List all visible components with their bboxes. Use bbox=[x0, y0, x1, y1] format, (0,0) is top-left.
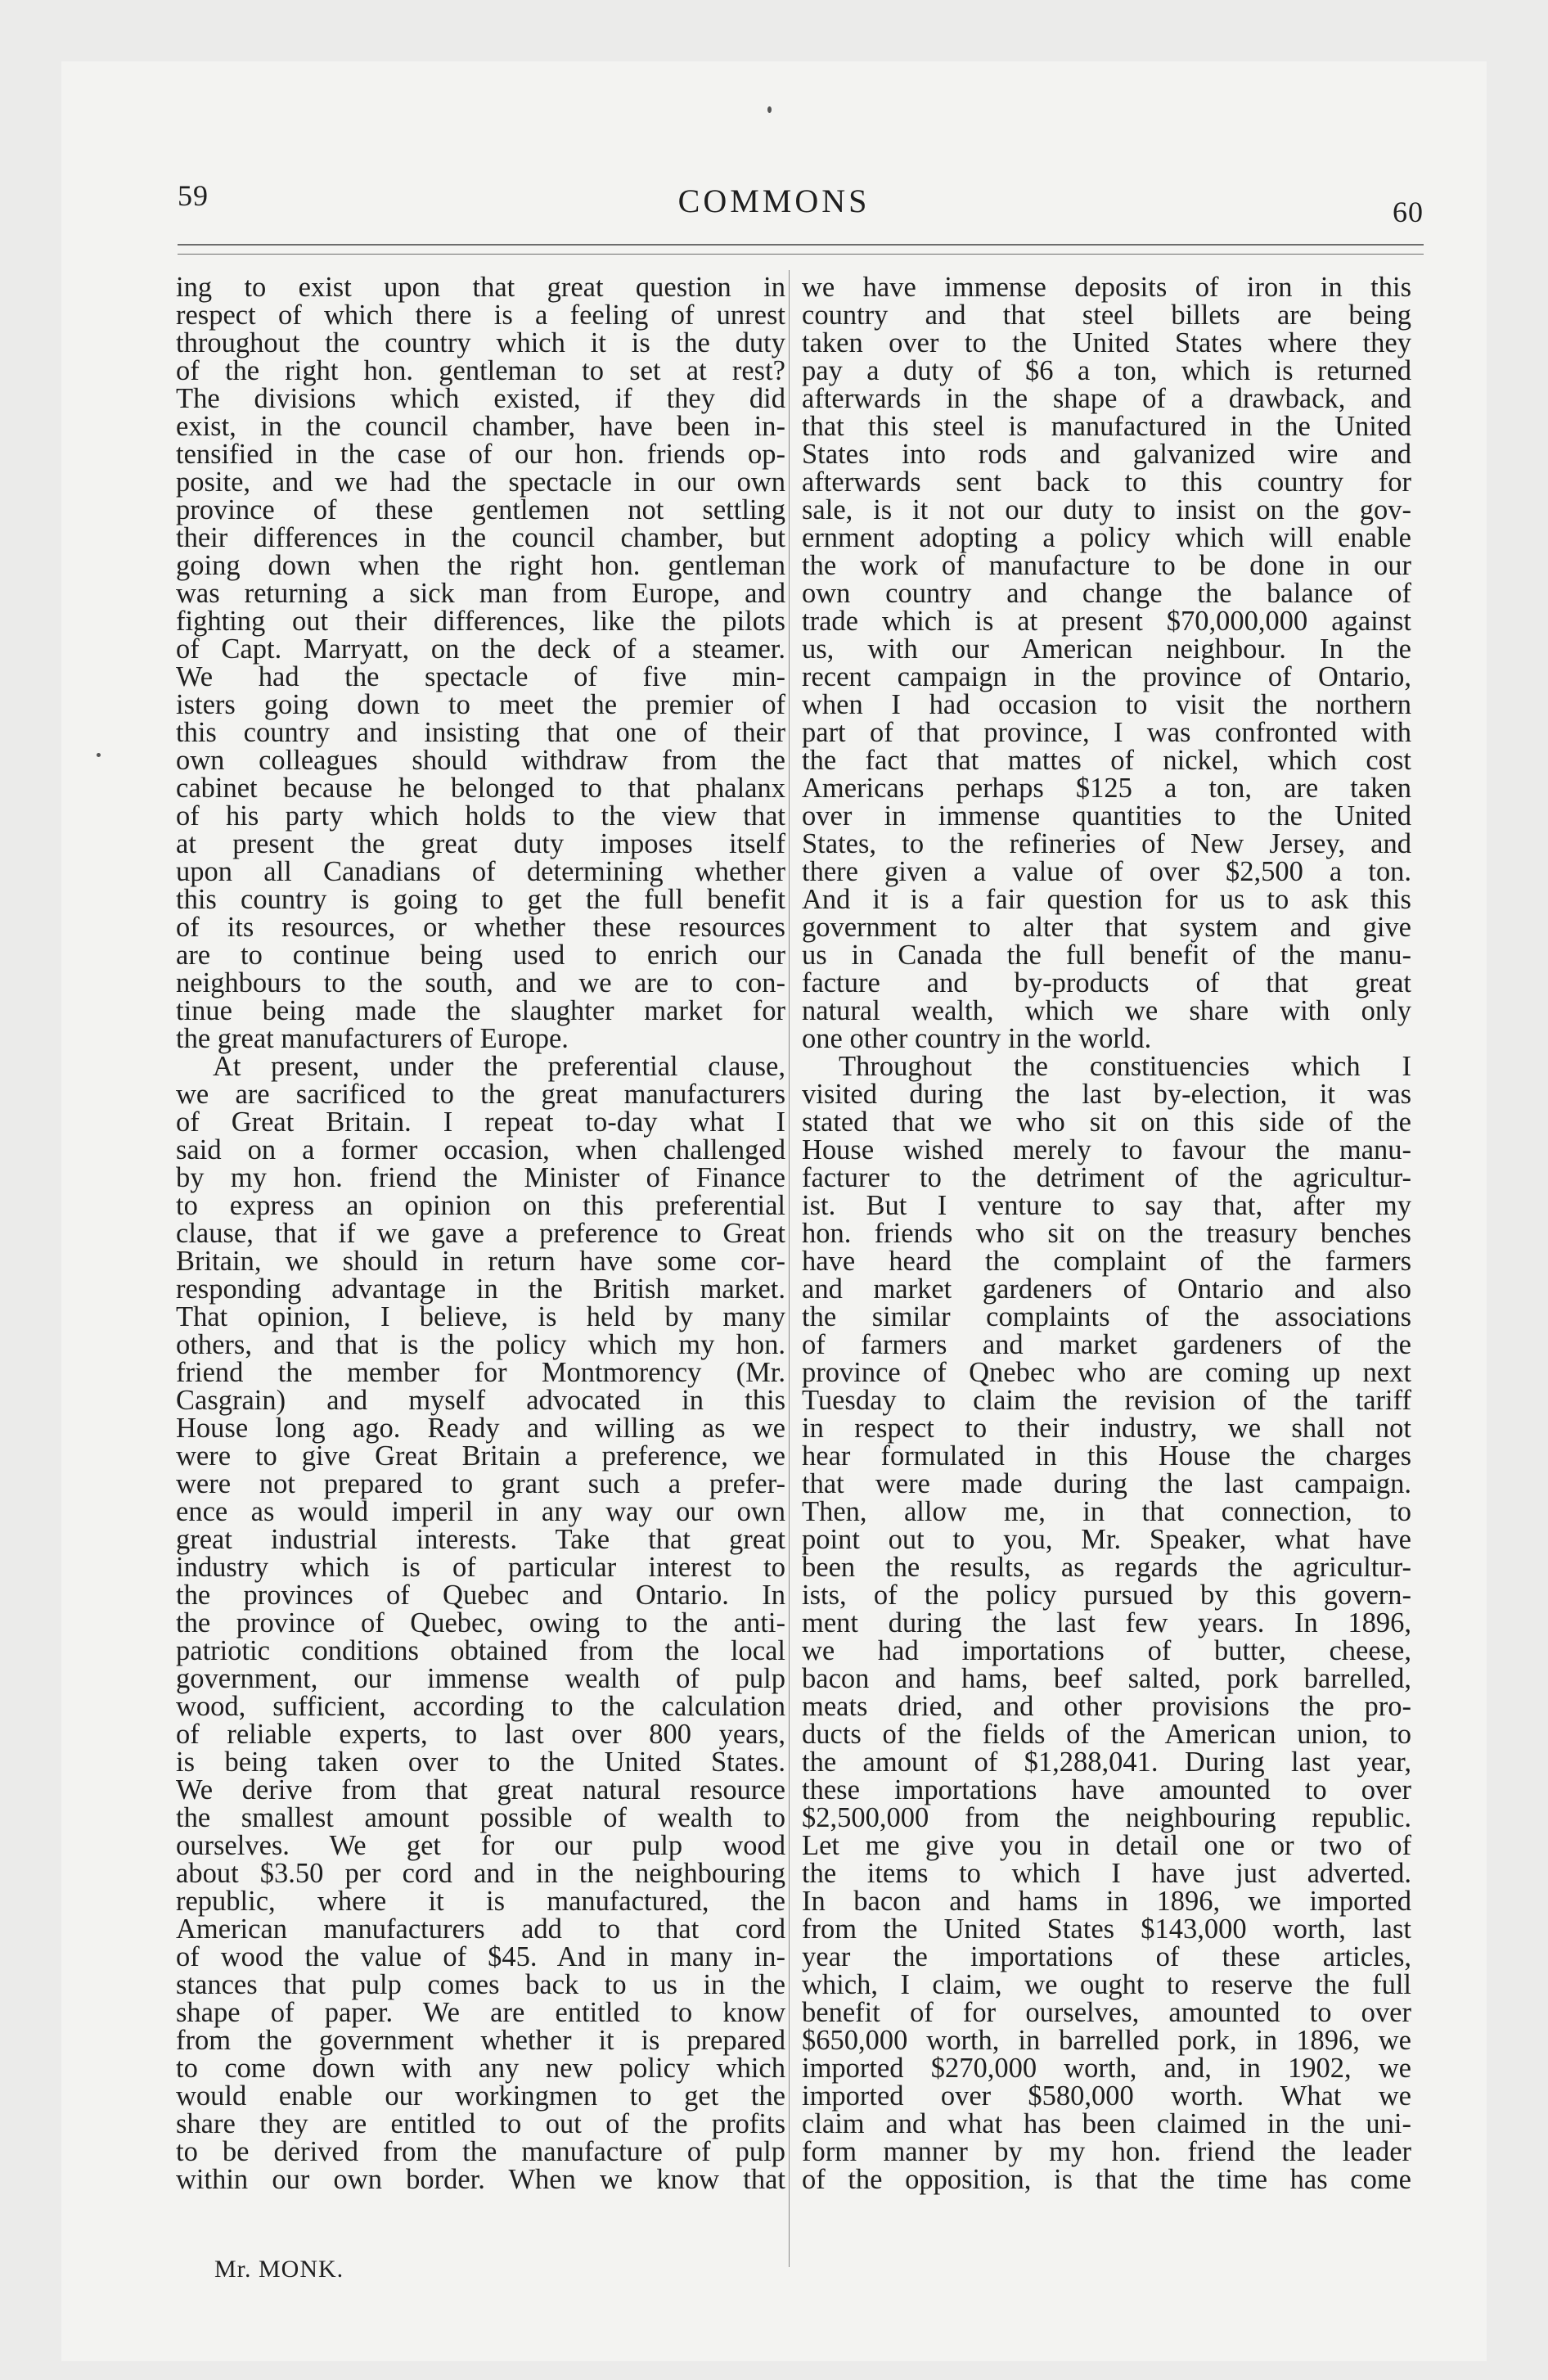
text-line: hear formulated in this House the charges bbox=[802, 1440, 1411, 1472]
text-line: the province of Quebec, owing to the anti- bbox=[176, 1607, 785, 1639]
text-line: House long ago. Ready and willing as we bbox=[176, 1413, 785, 1444]
text-line: States, to the refineries of New Jersey, and bbox=[802, 828, 1411, 859]
text-line: facture and by-products of that great bbox=[802, 967, 1411, 998]
text-line: ourselves. We get for our pulp wood bbox=[176, 1830, 785, 1861]
text-line: American manufacturers add to that cord bbox=[176, 1913, 785, 1945]
text-line: over in immense quantities to the United bbox=[802, 800, 1411, 832]
text-line: taken over to the United States where they bbox=[802, 327, 1411, 358]
text-line: imported $270,000 worth, and, in 1902, we bbox=[802, 2053, 1411, 2084]
text-line: at present the great duty imposes itself bbox=[176, 828, 785, 859]
text-line: ing to exist upon that great question in bbox=[176, 272, 785, 303]
page-header bbox=[0, 0, 1548, 262]
text-line: said on a former occasion, when challenged bbox=[176, 1134, 785, 1165]
text-line: the smallest amount possible of wealth to bbox=[176, 1802, 785, 1833]
text-line: within our own border. When we know that bbox=[176, 2164, 785, 2195]
text-line: own country and change the balance of bbox=[802, 578, 1411, 609]
text-line: in respect to their industry, we shall not bbox=[802, 1413, 1411, 1444]
text-line: of Capt. Marryatt, on the deck of a steamer. bbox=[176, 633, 785, 665]
text-line: government, our immense wealth of pulp bbox=[176, 1663, 785, 1694]
text-line: tensified in the case of our hon. friends op- bbox=[176, 439, 785, 470]
text-line: was returning a sick man from Europe, and bbox=[176, 578, 785, 609]
text-line: province of these gentlemen not settling bbox=[176, 494, 785, 525]
text-line: which, I claim, we ought to reserve the full bbox=[802, 1969, 1411, 2000]
text-line: ducts of the fields of the American union, to bbox=[802, 1719, 1411, 1750]
text-line: meats dried, and other provisions the pro- bbox=[802, 1691, 1411, 1722]
column-divider bbox=[789, 270, 790, 2267]
text-line: of farmers and market gardeners of the bbox=[802, 1329, 1411, 1360]
text-line: wood, sufficient, according to the calculation bbox=[176, 1691, 785, 1722]
text-line: fighting out their differences, like the pilots bbox=[176, 606, 785, 637]
text-line: Tuesday to claim the revision of the tariff bbox=[802, 1385, 1411, 1416]
text-line: to express an opinion on this preferential bbox=[176, 1190, 785, 1221]
text-line: the fact that mattes of nickel, which cost bbox=[802, 745, 1411, 776]
text-line: of reliable experts, to last over 800 years, bbox=[176, 1719, 785, 1750]
text-line: we have immense deposits of iron in this bbox=[802, 272, 1411, 303]
text-line: this country and insisting that one of their bbox=[176, 717, 785, 748]
right-column bbox=[802, 273, 1411, 2193]
text-line: of the right hon. gentleman to set at rest? bbox=[176, 355, 785, 386]
text-line: $2,500,000 from the neighbouring republic. bbox=[802, 1802, 1411, 1833]
text-line: hon. friends who sit on the treasury benches bbox=[802, 1218, 1411, 1249]
text-line: exist, in the council chamber, have been in- bbox=[176, 411, 785, 442]
text-line: of the opposition, is that the time has come bbox=[802, 2164, 1411, 2195]
text-line: one other country in the world. bbox=[802, 1023, 1152, 1054]
text-line: the provinces of Quebec and Ontario. In bbox=[176, 1580, 785, 1611]
text-line: That opinion, I believe, is held by many bbox=[176, 1301, 785, 1332]
text-line: responding advantage in the British market. bbox=[176, 1273, 785, 1305]
text-line: friend the member for Montmorency (Mr. bbox=[176, 1357, 785, 1388]
left-column bbox=[176, 273, 785, 2193]
text-line: We derive from that great natural resource bbox=[176, 1774, 785, 1805]
text-line: of Great Britain. I repeat to-day what I bbox=[176, 1107, 785, 1138]
text-line: Americans perhaps $125 a ton, are taken bbox=[802, 773, 1411, 804]
text-line: Then, allow me, in that connection, to bbox=[802, 1496, 1411, 1527]
running-title: COMMONS bbox=[677, 183, 871, 219]
text-line: tinue being made the slaughter market for bbox=[176, 995, 785, 1026]
print-speck bbox=[767, 106, 772, 113]
text-line: isters going down to meet the premier of bbox=[176, 689, 785, 720]
text-line: respect of which there is a feeling of unrest bbox=[176, 300, 785, 331]
text-line: $650,000 worth, in barrelled pork, in 1896, we bbox=[802, 2025, 1411, 2056]
text-line: when I had occasion to visit the northern bbox=[802, 689, 1411, 720]
text-line: of its resources, or whether these resources bbox=[176, 912, 785, 943]
text-line: province of Qnebec who are coming up next bbox=[802, 1357, 1411, 1388]
text-line: recent campaign in the province of Ontario, bbox=[802, 661, 1411, 692]
text-line: At present, under the preferential clause, bbox=[213, 1051, 785, 1082]
text-line: to be derived from the manufacture of pulp bbox=[176, 2136, 785, 2167]
text-line: share they are entitled to out of the profits bbox=[176, 2108, 785, 2139]
text-line: were to give Great Britain a preference, we bbox=[176, 1440, 785, 1472]
text-line: natural wealth, which we share with only bbox=[802, 995, 1411, 1026]
text-line: patriotic conditions obtained from the local bbox=[176, 1635, 785, 1666]
text-line: republic, where it is manufactured, the bbox=[176, 1886, 785, 1917]
text-line: point out to you, Mr. Speaker, what have bbox=[802, 1524, 1411, 1555]
text-line: shape of paper. We are entitled to know bbox=[176, 1997, 785, 2028]
text-line: these importations have amounted to over bbox=[802, 1774, 1411, 1805]
speaker-footer: Mr. MONK. bbox=[214, 2256, 344, 2283]
text-line: the similar complaints of the associations bbox=[802, 1301, 1411, 1332]
page-number-right: 60 bbox=[1393, 196, 1424, 228]
text-line: the amount of $1,288,041. During last year, bbox=[802, 1747, 1411, 1778]
text-line: In bacon and hams in 1896, we imported bbox=[802, 1886, 1411, 1917]
text-line: we are sacrificed to the great manufacturers bbox=[176, 1079, 785, 1110]
text-line: stated that we who sit on this side of the bbox=[802, 1107, 1411, 1138]
text-line: were not prepared to grant such a prefer- bbox=[176, 1468, 785, 1499]
text-line: there given a value of over $2,500 a ton. bbox=[802, 856, 1411, 887]
text-line: of wood the value of $45. And in many in- bbox=[176, 1941, 785, 1972]
text-line: benefit of for ourselves, amounted to over bbox=[802, 1997, 1411, 2028]
header-rule bbox=[178, 244, 1424, 246]
text-line: country and that steel billets are being bbox=[802, 300, 1411, 331]
text-line: form manner by my hon. friend the leader bbox=[802, 2136, 1411, 2167]
text-line: are to continue being used to enrich our bbox=[176, 940, 785, 971]
page-number-left: 59 bbox=[178, 179, 209, 212]
text-line: going down when the right hon. gentleman bbox=[176, 550, 785, 581]
text-line: from the United States $143,000 worth, last bbox=[802, 1913, 1411, 1945]
text-line: ence as would imperil in any way our own bbox=[176, 1496, 785, 1527]
text-line: that this steel is manufactured in the United bbox=[802, 411, 1411, 442]
text-line: ment during the last few years. In 1896, bbox=[802, 1607, 1411, 1639]
text-line: by my hon. friend the Minister of Finance bbox=[176, 1162, 785, 1193]
text-line: Throughout the constituencies which I bbox=[839, 1051, 1411, 1082]
text-line: ists, of the policy pursued by this govern- bbox=[802, 1580, 1411, 1611]
text-line: The divisions which existed, if they did bbox=[176, 383, 785, 414]
text-line: bacon and hams, beef salted, pork barrelled, bbox=[802, 1663, 1411, 1694]
text-line: industry which is of particular interest to bbox=[176, 1552, 785, 1583]
text-line: neighbours to the south, and we are to con- bbox=[176, 967, 785, 998]
text-line: ist. But I venture to say that, after my bbox=[802, 1190, 1411, 1221]
text-line: claim and what has been claimed in the uni- bbox=[802, 2108, 1411, 2139]
text-line: ernment adopting a policy which will enable bbox=[802, 522, 1411, 553]
text-line: upon all Canadians of determining whether bbox=[176, 856, 785, 887]
text-line: the items to which I have just adverted. bbox=[802, 1858, 1411, 1889]
text-line: have heard the complaint of the farmers bbox=[802, 1246, 1411, 1277]
text-line: trade which is at present $70,000,000 against bbox=[802, 606, 1411, 637]
text-line: great industrial interests. Take that great bbox=[176, 1524, 785, 1555]
text-line: Let me give you in detail one or two of bbox=[802, 1830, 1411, 1861]
text-line: government to alter that system and give bbox=[802, 912, 1411, 943]
text-line: Casgrain) and myself advocated in this bbox=[176, 1385, 785, 1416]
text-line: to come down with any new policy which bbox=[176, 2053, 785, 2084]
text-line: And it is a fair question for us to ask this bbox=[802, 884, 1411, 915]
text-line: pay a duty of $6 a ton, which is returned bbox=[802, 355, 1411, 386]
text-line: that were made during the last campaign. bbox=[802, 1468, 1411, 1499]
text-line: own colleagues should withdraw from the bbox=[176, 745, 785, 776]
text-line: We had the spectacle of five min- bbox=[176, 661, 785, 692]
text-line: throughout the country which it is the duty bbox=[176, 327, 785, 358]
text-line: is being taken over to the United States. bbox=[176, 1747, 785, 1778]
text-line: about $3.50 per cord and in the neighbouring bbox=[176, 1858, 785, 1889]
text-line: facturer to the detriment of the agricultur- bbox=[802, 1162, 1411, 1193]
text-line: sale, is it not our duty to insist on the gov- bbox=[802, 494, 1411, 525]
text-line: afterwards sent back to this country for bbox=[802, 467, 1411, 498]
text-line: we had importations of butter, cheese, bbox=[802, 1635, 1411, 1666]
text-line: the work of manufacture to be done in our bbox=[802, 550, 1411, 581]
text-line: this country is going to get the full benefit bbox=[176, 884, 785, 915]
header-rule-thin bbox=[178, 254, 1424, 255]
text-line: cabinet because he belonged to that phalanx bbox=[176, 773, 785, 804]
text-line: stances that pulp comes back to us in the bbox=[176, 1969, 785, 2000]
text-line: posite, and we had the spectacle in our own bbox=[176, 467, 785, 498]
text-line: States into rods and galvanized wire and bbox=[802, 439, 1411, 470]
text-line: the great manufacturers of Europe. bbox=[176, 1023, 569, 1054]
text-line: of his party which holds to the view that bbox=[176, 800, 785, 832]
text-line: their differences in the council chamber, but bbox=[176, 522, 785, 553]
text-line: afterwards in the shape of a drawback, and bbox=[802, 383, 1411, 414]
text-line: year the importations of these articles, bbox=[802, 1941, 1411, 1972]
text-line: imported over $580,000 worth. What we bbox=[802, 2080, 1411, 2112]
text-line: been the results, as regards the agricultur- bbox=[802, 1552, 1411, 1583]
text-line: clause, that if we gave a preference to Great bbox=[176, 1218, 785, 1249]
print-speck bbox=[97, 753, 101, 757]
text-line: us, with our American neighbour. In the bbox=[802, 633, 1411, 665]
text-line: Britain, we should in return have some cor- bbox=[176, 1246, 785, 1277]
text-line: part of that province, I was confronted with bbox=[802, 717, 1411, 748]
text-line: others, and that is the policy which my hon. bbox=[176, 1329, 785, 1360]
text-line: would enable our workingmen to get the bbox=[176, 2080, 785, 2112]
text-line: visited during the last by-election, it was bbox=[802, 1079, 1411, 1110]
text-line: House wished merely to favour the manu- bbox=[802, 1134, 1411, 1165]
text-line: us in Canada the full benefit of the manu- bbox=[802, 940, 1411, 971]
text-line: and market gardeners of Ontario and also bbox=[802, 1273, 1411, 1305]
text-line: from the government whether it is prepared bbox=[176, 2025, 785, 2056]
